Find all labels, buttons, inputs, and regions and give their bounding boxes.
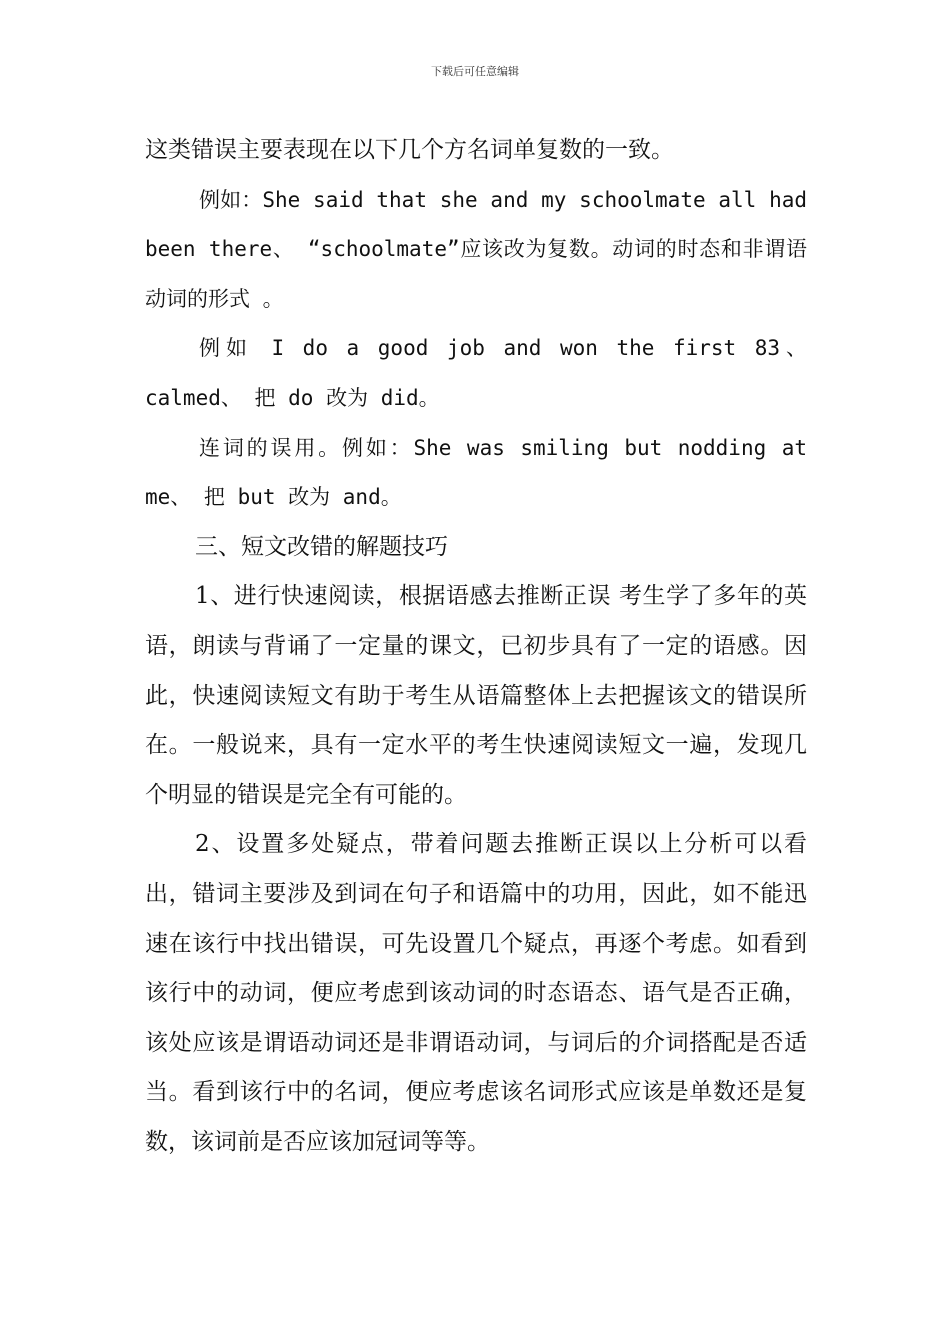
document-body [145, 126, 807, 1167]
paragraph-6: 2、设置多处疑点，带着问题去推断正误以上分析可以看出，错词主要涉及到词在句子和语篇中的功用，因此，如不能迅速在该行中找出错误，可先设置几个疑点，再逐个考虑。如看到该行中的动词，便应考虑到该动词的时态语态、语气是否正确，该处应该是谓语动词还是非谓语动词，与词后的介词搭配是否适当。看到该行中的名词，便应考虑该名词形式应该是单数还是复数，该词前是否应该加冠词等等。 [145, 831, 807, 1155]
paragraph-4: 连词的误用。例如：She was smiling but nodding at me、 把 but 改为 and。 [145, 435, 807, 510]
paragraph-2: 例如：She said that she and my schoolmate all had been there、 “schoolmate”应该改为复数。动词的时态和非谓语动词的形式 。 [145, 187, 807, 311]
section-heading: 三、短文改错的解题技巧 [195, 533, 448, 560]
paragraph-3: 例如 I do a good job and won the first 83、calmed、 把 do 改为 did。 [145, 336, 807, 410]
page-header: 下载后可任意编辑 [431, 65, 519, 78]
paragraph-1: 这类错误主要表现在以下几个方名词单复数的一致。 [145, 137, 674, 163]
paragraph-5: 1、进行快速阅读，根据语感去推断正误 考生学了多年的英语，朗读与背诵了一定量的课文，已初步具有了一定的语感。因此，快速阅读短文有助于考生从语篇整体上去把握该文的错误所在。一般说来，具有一定水平的考生快速阅读短文一遍，发现几个明显的错误是完全有可能的。 [145, 583, 807, 808]
